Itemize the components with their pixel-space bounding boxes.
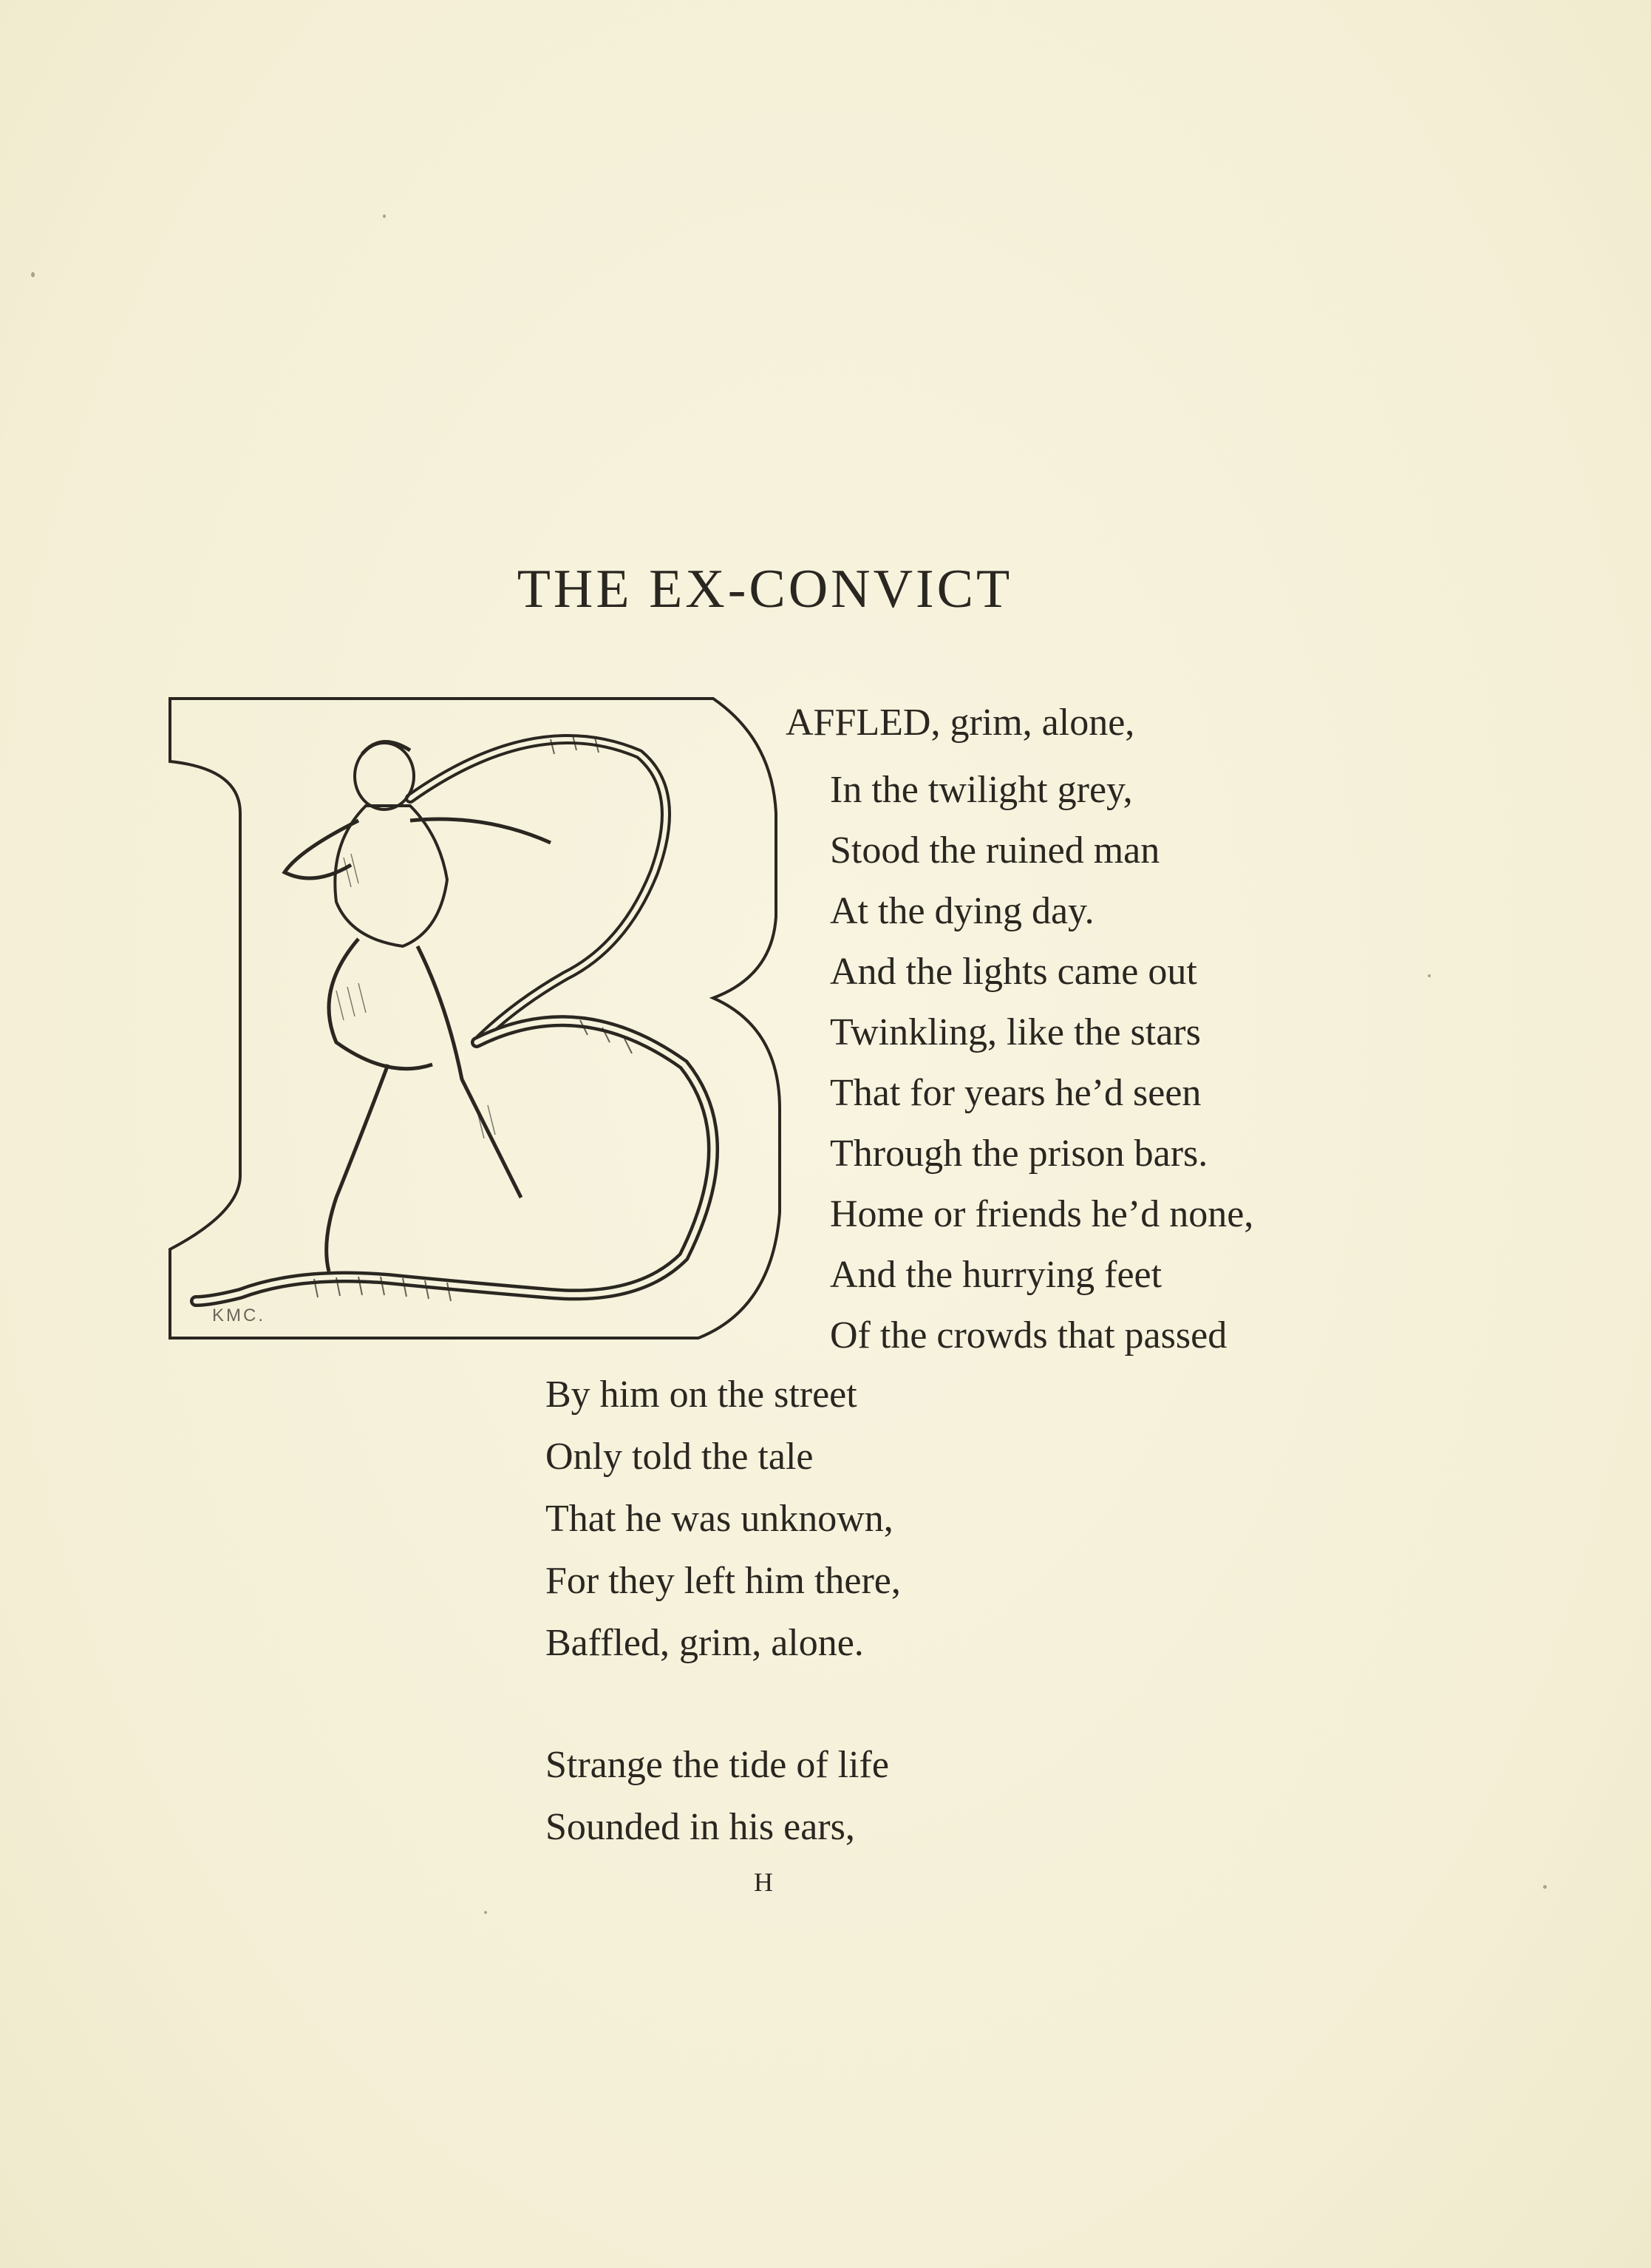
poem-title: THE EX-CONVICT bbox=[517, 559, 1013, 619]
verse-line: For they left him there, bbox=[545, 1560, 901, 1602]
verse-line: Stood the ruined man bbox=[830, 829, 1160, 872]
verse-line: Strange the tide of life bbox=[545, 1744, 889, 1786]
illustrated-drop-cap bbox=[166, 695, 809, 1345]
verse-line: Only told the tale bbox=[545, 1436, 814, 1478]
verse-line: Through the prison bars. bbox=[830, 1133, 1208, 1175]
paper-speck bbox=[383, 214, 386, 218]
first-line-text: AFFLED, grim, alone, bbox=[786, 702, 1135, 744]
paper-speck bbox=[484, 1911, 487, 1914]
verse-line: In the twilight grey, bbox=[830, 769, 1133, 811]
verse-line: Twinkling, like the stars bbox=[830, 1011, 1201, 1053]
continued-verse-lines bbox=[545, 1364, 901, 1674]
paper-speck bbox=[31, 272, 35, 277]
verse-line: Of the crowds that passed bbox=[830, 1314, 1228, 1357]
signature-mark: H bbox=[754, 1867, 775, 1897]
verse-line: That he was unknown, bbox=[545, 1498, 893, 1540]
verse-line: Home or friends he’d none, bbox=[830, 1193, 1254, 1235]
second-stanza bbox=[545, 1734, 889, 1858]
illustrator-monogram: KMC. bbox=[212, 1306, 265, 1325]
verse-line: And the lights came out bbox=[830, 951, 1197, 993]
indented-verse-lines bbox=[830, 760, 1253, 1366]
verse-line: At the dying day. bbox=[830, 890, 1095, 932]
verse-line: Baffled, grim, alone. bbox=[545, 1622, 864, 1664]
paper-speck bbox=[1428, 974, 1431, 977]
paper-speck bbox=[1543, 1885, 1547, 1889]
drop-cap-illustration bbox=[166, 695, 809, 1345]
verse-line: And the hurrying feet bbox=[830, 1254, 1162, 1296]
verse-line: That for years he’d seen bbox=[830, 1072, 1202, 1114]
verse-line: Sounded in his ears, bbox=[545, 1806, 855, 1848]
verse-line: By him on the street bbox=[545, 1374, 857, 1416]
